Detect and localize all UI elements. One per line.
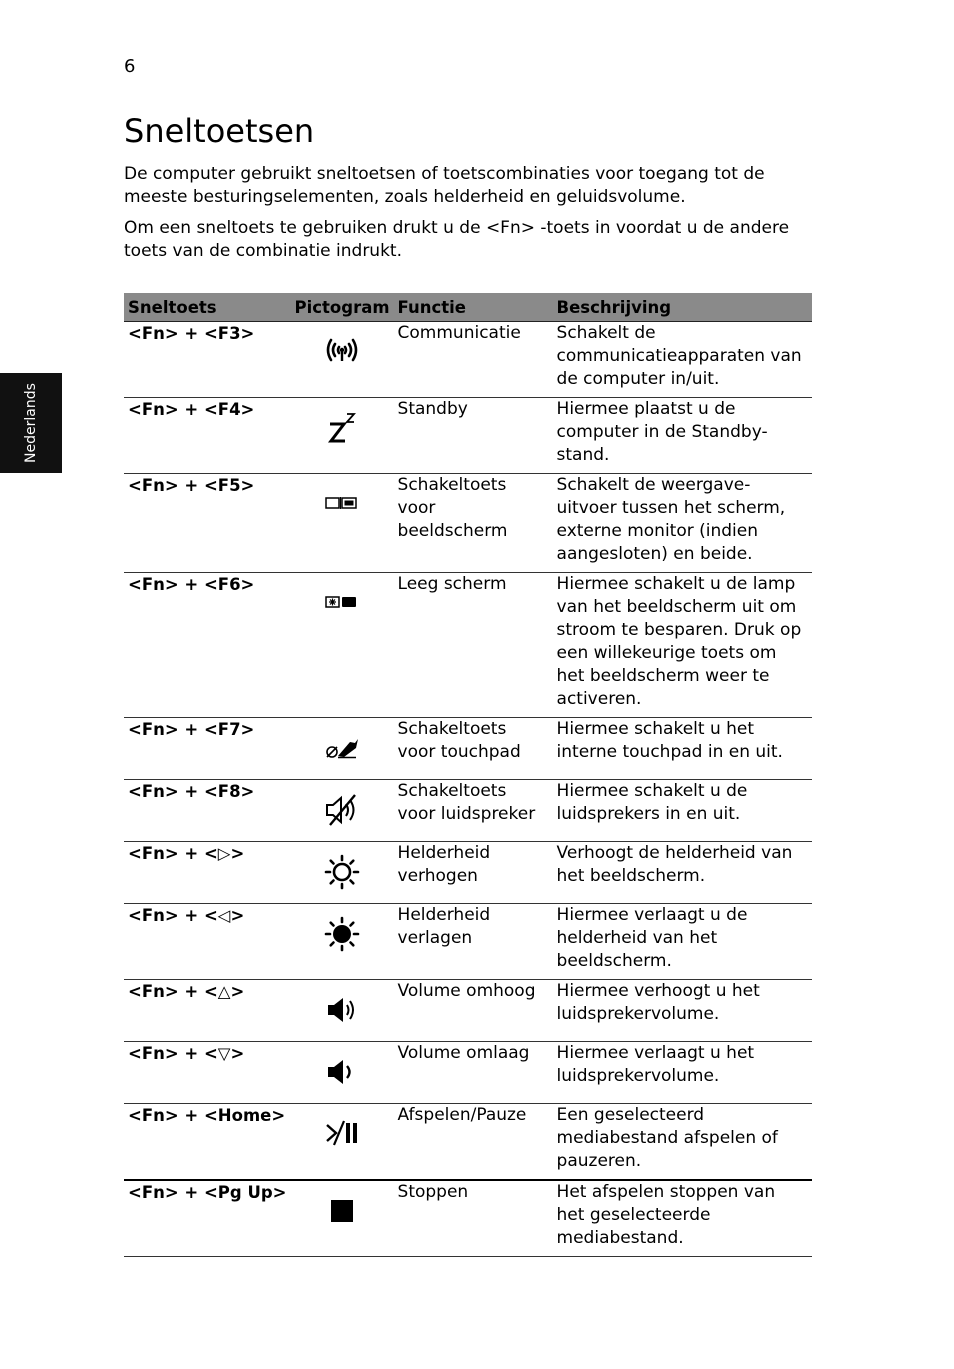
description-cell: Hiermee schakelt u de luidsprekers in en uit. (553, 780, 812, 842)
hotkey-cell: <Fn> + <F4> (124, 398, 291, 474)
table-row (124, 842, 812, 904)
volume-up-icon (322, 992, 362, 1028)
description-cell: Het afspelen stoppen van het geselecteerde mediabestand. (553, 1180, 812, 1257)
table-row (124, 904, 812, 980)
hotkey-cell: <Fn> + <▷> (124, 842, 291, 904)
hotkey-cell: <Fn> + <F5> (124, 474, 291, 573)
page-title: Sneltoetsen (124, 112, 315, 150)
volume-down-icon (322, 1054, 362, 1090)
stop-icon (322, 1193, 362, 1229)
description-cell: Een geselecteerd mediabestand afspelen of pauzeren. (553, 1104, 812, 1181)
description-cell: Hiermee verhoogt u het luidsprekervolume. (553, 980, 812, 1042)
description-cell: Schakelt de communicatieapparaten van de computer in/uit. (553, 322, 812, 398)
hotkey-cell: <Fn> + <Home> (124, 1104, 291, 1181)
intro-text (124, 163, 814, 271)
display-toggle-icon (322, 486, 362, 522)
hotkey-cell: <Fn> + <△> (124, 980, 291, 1042)
speaker-mute-icon (322, 792, 362, 828)
brightness-down-icon (322, 916, 362, 952)
description-cell: Hiermee verlaagt u de helderheid van het beeldscherm. (553, 904, 812, 980)
page-number: 6 (124, 56, 136, 77)
table-row (124, 780, 812, 842)
header-description: Beschrijving (553, 293, 812, 322)
description-cell: Schakelt de weergave-uitvoer tussen het scherm, externe monitor (indien aangesloten) en beide. (553, 474, 812, 573)
sleep-icon (322, 410, 362, 446)
function-cell: Schakeltoets voor beeldscherm (394, 474, 553, 573)
intro-paragraph: Om een sneltoets te gebruiken drukt u de <Fn> -toets in voordat u de andere toets van de combinatie indrukt. (124, 218, 790, 261)
hotkey-cell: <Fn> + <Pg Up> (124, 1180, 291, 1257)
hotkey-cell: <Fn> + <F8> (124, 780, 291, 842)
hotkey-cell: <Fn> + <▽> (124, 1042, 291, 1104)
table-row (124, 1180, 812, 1257)
function-cell: Standby (394, 398, 553, 474)
hotkey-cell: <Fn> + <F7> (124, 718, 291, 780)
function-cell: Volume omhoog (394, 980, 553, 1042)
function-cell: Communicatie (394, 322, 553, 398)
header-icon: Pictogram (291, 293, 394, 322)
screen-blank-icon (322, 585, 362, 621)
table-row (124, 1042, 812, 1104)
table-row (124, 398, 812, 474)
description-cell: Hiermee plaatst u de computer in de Standby-stand. (553, 398, 812, 474)
hotkey-cell: <Fn> + <F3> (124, 322, 291, 398)
play-pause-icon (322, 1116, 362, 1152)
header-hotkey: Sneltoets (124, 293, 291, 322)
brightness-up-icon (322, 854, 362, 890)
hotkey-table (124, 293, 812, 1257)
function-cell: Afspelen/Pauze (394, 1104, 553, 1181)
function-cell: Schakeltoets voor touchpad (394, 718, 553, 780)
function-cell: Volume omlaag (394, 1042, 553, 1104)
intro-paragraph: De computer gebruikt sneltoetsen of toetscombinaties voor toegang tot de meeste besturingselementen, zoals helderheid en geluidsvolume. (124, 164, 765, 207)
language-side-tab (0, 373, 62, 473)
function-cell: Stoppen (394, 1180, 553, 1257)
function-cell: Schakeltoets voor luidspreker (394, 780, 553, 842)
table-row (124, 980, 812, 1042)
table-row (124, 322, 812, 398)
hotkey-cell: <Fn> + <F6> (124, 573, 291, 718)
description-cell: Verhoogt de helderheid van het beeldscherm. (553, 842, 812, 904)
description-cell: Hiermee schakelt u het interne touchpad in en uit. (553, 718, 812, 780)
table-row (124, 718, 812, 780)
function-cell: Helderheid verlagen (394, 904, 553, 980)
description-cell: Hiermee verlaagt u het luidsprekervolume. (553, 1042, 812, 1104)
language-label: Nederlands (23, 383, 39, 463)
table-row (124, 474, 812, 573)
table-row (124, 1104, 812, 1181)
function-cell: Helderheid verhogen (394, 842, 553, 904)
touchpad-toggle-icon (322, 730, 362, 766)
header-function: Functie (394, 293, 553, 322)
hotkey-cell: <Fn> + <◁> (124, 904, 291, 980)
table-row (124, 573, 812, 718)
wireless-icon (322, 334, 362, 370)
function-cell: Leeg scherm (394, 573, 553, 718)
table-header-row (124, 293, 812, 322)
description-cell: Hiermee schakelt u de lamp van het beeldscherm uit om stroom te besparen. Druk op een willekeurige toets om het beeldscherm weer te activeren. (553, 573, 812, 718)
